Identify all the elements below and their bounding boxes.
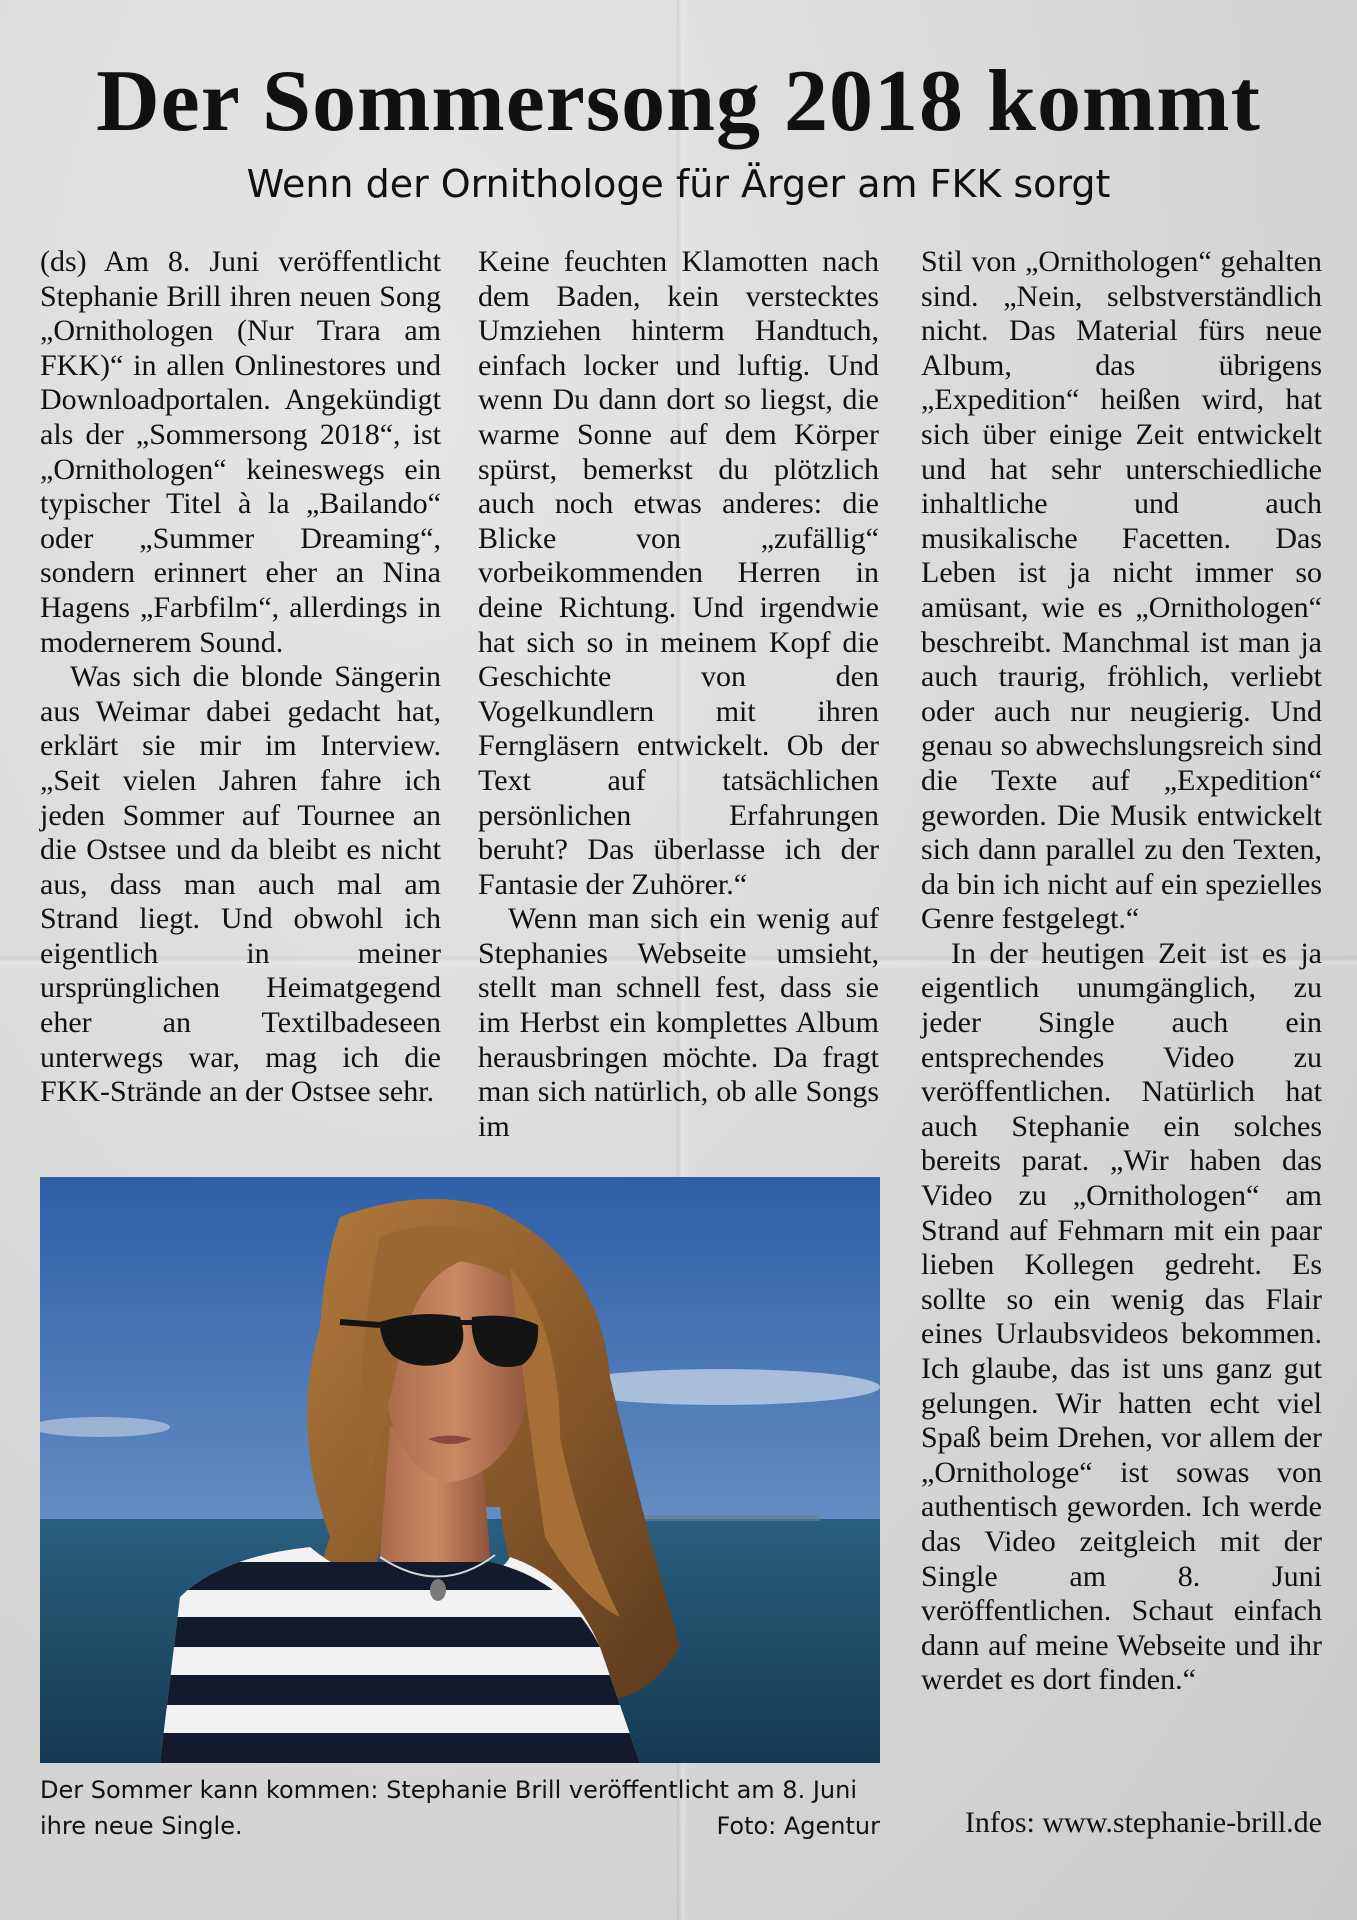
- article-infos-link: Infos: www.stephanie-brill.de: [964, 1806, 1322, 1839]
- portrait-photo-illustration: [40, 1177, 880, 1763]
- column1-paragraph-2: Was sich die blonde Sängerin aus Weimar dabei gedacht hat, erklärt sie mir im Interview. „Seit vielen Jahren fahre ich jeden Sommer auf Tournee an die Ostsee und da bleibt es nicht aus, dass man auch mal am Strand liegt. Und obwohl ich eigentlich in meiner ursprünglichen Heimatgegend eher an Textilbadeseen unterwegs war, mag ich die FKK-Strände an der Ostsee sehr.: [40, 660, 441, 1109]
- column3-paragraph-2: In der heutigen Zeit ist es ja eigentlich unumgänglich, zu jeder Single auch ein entsprechendes Video zu veröffentlichen. Natürlich hat auch Stephanie ein solches bereits parat. „Wir haben das Video zu „Ornithologen“ am Strand auf Fehmarn mit ein paar lieben Kollegen gedreht. Es sollte so ein wenig das Flair eines Urlaubsvideos bekommen. Ich glaube, das ist uns ganz gut gelungen. Wir hatten echt viel Spaß beim Drehen, vor allem der „Ornithologe“ ist sowas von authentisch geworden. Ich werde das Video zeitgleich mit der Single am 8. Juni veröffentlichen. Schaut einfach dann auf meine Webseite und ihr werdet es dort finden.“: [921, 936, 1322, 1697]
- column2-paragraph-1: Keine feuchten Klamotten nach dem Baden, kein verstecktes Umziehen hinterm Handtuch, einfach locker und luftig. Und wenn Du dann dort so liegst, die warme Sonne auf dem Körper spürst, bemerkst du plötzlich auch noch etwas anderes: die Blicke von „zufällig“ vorbeikommenden Herren in deine Richtung. Und irgendwie hat sich so in meinem Kopf die Geschichte von den Vogelkundlern mit ihren Ferngläsern entwickelt. Ob der Text auf tatsächlichen persönlichen Erfahrungen beruht? Das überlasse ich der Fantasie der Zuhörer.“: [478, 245, 879, 901]
- text-column-2: [478, 245, 879, 1144]
- text-column-1: [40, 245, 441, 1110]
- article-photo: [40, 1177, 880, 1763]
- article-headline: Der Sommersong 2018 kommt: [96, 53, 1261, 150]
- text-column-3: [921, 245, 1322, 1698]
- column3-paragraph-1: Stil von „Ornithologen“ gehalten sind. „Nein, selbstverständlich nicht. Das Material fürs neue Album, das übrigens „Expedition“ heißen wird, hat sich über einige Zeit entwickelt und hat sehr unterschiedliche inhaltliche und auch musikalische Facetten. Das Leben ist ja nicht immer so amüsant, wie es „Ornithologen“ beschreibt. Manchmal ist man ja auch traurig, fröhlich, verliebt oder auch nur neugierig. Und genau so abwechslungsreich sind die Texte auf „Expedition“ geworden. Die Musik entwickelt sich dann parallel zu den Texten, da bin ich nicht auf ein spezielles Genre festgelegt.“: [921, 245, 1322, 936]
- article-subheadline: Wenn der Ornithologe für Ärger am FKK sorgt: [246, 162, 1111, 206]
- photo-credit: Foto: Agentur: [716, 1812, 880, 1840]
- photo-caption-text: Der Sommer kann kommen: Stephanie Brill veröffentlicht am 8. Juni ihre neue Single.: [40, 1776, 857, 1840]
- column2-paragraph-2: Wenn man sich ein wenig auf Stephanies Webseite umsieht, stellt man schnell fest, dass sie im Herbst ein komplettes Album herausbringen möchte. Da fragt man sich natürlich, ob alle Songs im: [478, 902, 879, 1143]
- column1-paragraph-1: (ds) Am 8. Juni veröffentlicht Stephanie Brill ihren neuen Song „Ornithologen (Nur Trara am FKK)“ in allen Onlinestores und Downloadportalen. Angekündigt als der „Sommersong 2018“, ist „Ornithologen“ keineswegs ein typischer Titel à la „Bailando“ oder „Summer Dreaming“, sondern erinnert eher an Nina Hagens „Farbfilm“, allerdings in modernerem Sound.: [40, 245, 441, 659]
- photo-caption: [40, 1772, 880, 1844]
